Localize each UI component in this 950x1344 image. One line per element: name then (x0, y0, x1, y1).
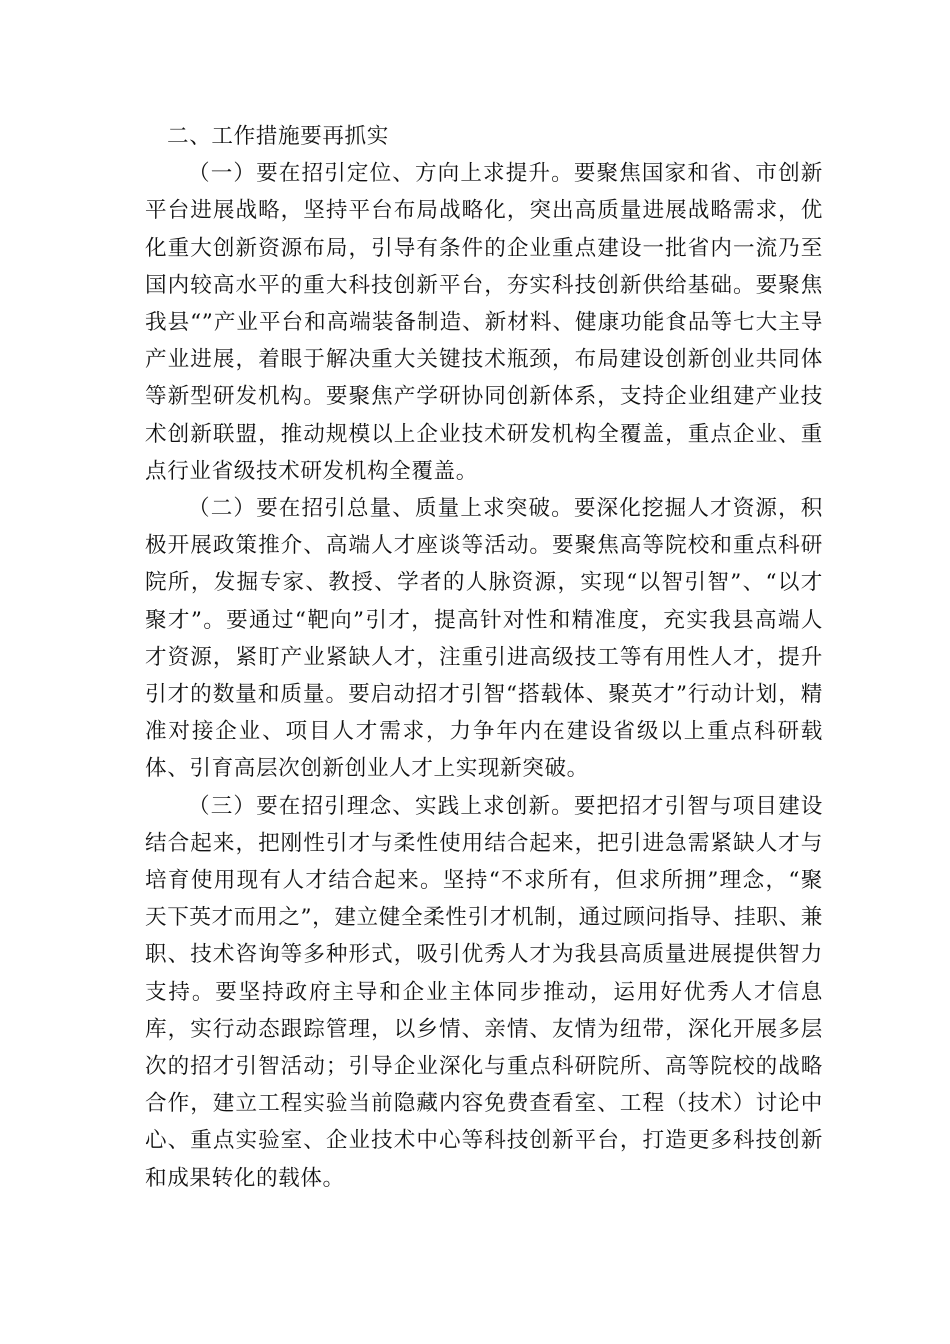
paragraph-2: （二）要在招引总量、质量上求突破。要深化挖掘人才资源，积极开展政策推介、高端人才座谈等活动。要聚焦高等院校和重点科研院所，发掘专家、教授、学者的人脉资源，实现“以智引智”、“以才聚才”。要通过“靶向”引才，提高针对性和精准度，充实我县高端人才资源，紧盯产业紧缺人才，注重引进高级技工等有用性人才，提升引才的数量和质量。要启动招才引智“搭载体、聚英才”行动计划，精准对接企业、项目人才需求，力争年内在建设省级以上重点科研载体、引育高层次创新创业人才上实现新突破。 (145, 496, 823, 782)
paragraph-1: （一）要在招引定位、方向上求提升。要聚焦国家和省、市创新平台进展战略，坚持平台布局战略化，突出高质量进展战略需求，优化重大创新资源布局，引导有条件的企业重点建设一批省内一流乃至国内较高水平的重大科技创新平台，夯实科技创新供给基础。要聚焦我县“”产业平台和高端装备制造、新材料、健康功能食品等七大主导产业进展，着眼于解决重大关键技术瓶颈，布局建设创新创业共同体等新型研发机构。要聚焦产学研协同创新体系，支持企业组建产业技术创新联盟，推动规模以上企业技术研发机构全覆盖，重点企业、重点行业省级技术研发机构全覆盖。 (145, 161, 823, 484)
section-heading: 二、工作措施要再抓实 (167, 124, 389, 149)
document-body (145, 118, 823, 1197)
paragraph-3: （三）要在招引理念、实践上求创新。要把招才引智与项目建设结合起来，把刚性引才与柔性使用结合起来，把引进急需紧缺人才与培育使用现有人才结合起来。坚持“不求所有，但求所拥”理念，“聚天下英才而用之”，建立健全柔性引才机制，通过顾问指导、挂职、兼职、技术咨询等多种形式，吸引优秀人才为我县高质量进展提供智力支持。要坚持政府主导和企业主体同步推动，运用好优秀人才信息库，实行动态跟踪管理，以乡情、亲情、友情为纽带，深化开展多层次的招才引智活动；引导企业深化与重点科研院所、高等院校的战略合作，建立工程实验当前隐藏内容免费查看室、工程（技术）讨论中心、重点实验室、企业技术中心等科技创新平台，打造更多科技创新和成果转化的载体。 (145, 793, 823, 1191)
